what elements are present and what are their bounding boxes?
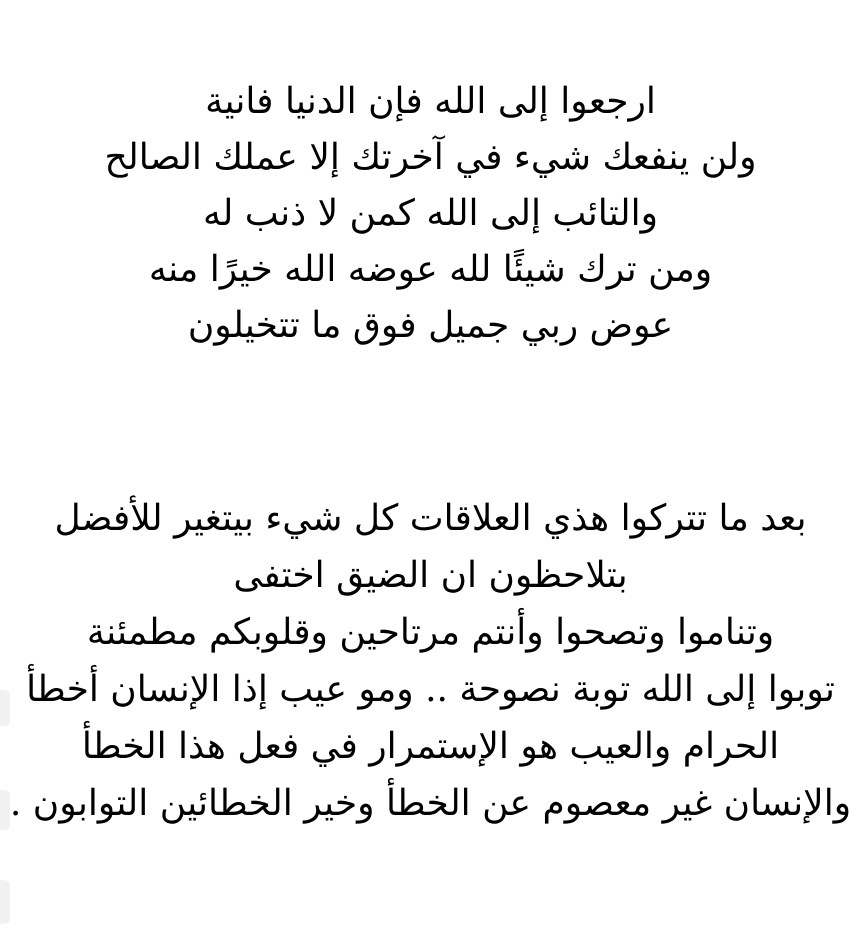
- text-line: توبوا إلى الله توبة نصوحة .. ومو عيب إذا الإنسان أخطأ: [26, 669, 835, 710]
- text-line: والتائب إلى الله كمن لا ذنب له: [203, 193, 658, 234]
- text-line: وتناموا وتصحوا وأنتم مرتاحين وقلوبكم مطمئنة: [86, 612, 775, 653]
- text-line: والإنسان غير معصوم عن الخطأ وخير الخطائين التوابون .: [9, 783, 852, 824]
- text-line: عوض ربي جميل فوق ما تتخيلون: [187, 305, 674, 346]
- edge-artifact: [0, 880, 10, 924]
- text-line: ولن ينفعك شيء في آخرتك إلا عملك الصالح: [104, 137, 757, 178]
- edge-artifact: [0, 690, 10, 726]
- stanza-2: [0, 490, 861, 832]
- text-line: ومن ترك شيئًا لله عوضه الله خيرًا منه: [148, 249, 713, 290]
- text-line: ارجعوا إلى الله فإن الدنيا فانية: [205, 81, 656, 122]
- text-line: بعد ما تتركوا هذي العلاقات كل شيء بيتغير للأفضل: [54, 498, 807, 539]
- text-line: الحرام والعيب هو الإستمرار في فعل هذا الخطأ: [81, 726, 780, 767]
- text-line: بتلاحظون ان الضيق اختفى: [233, 555, 628, 596]
- edge-artifact: [0, 790, 10, 830]
- stanza-1: [0, 74, 861, 354]
